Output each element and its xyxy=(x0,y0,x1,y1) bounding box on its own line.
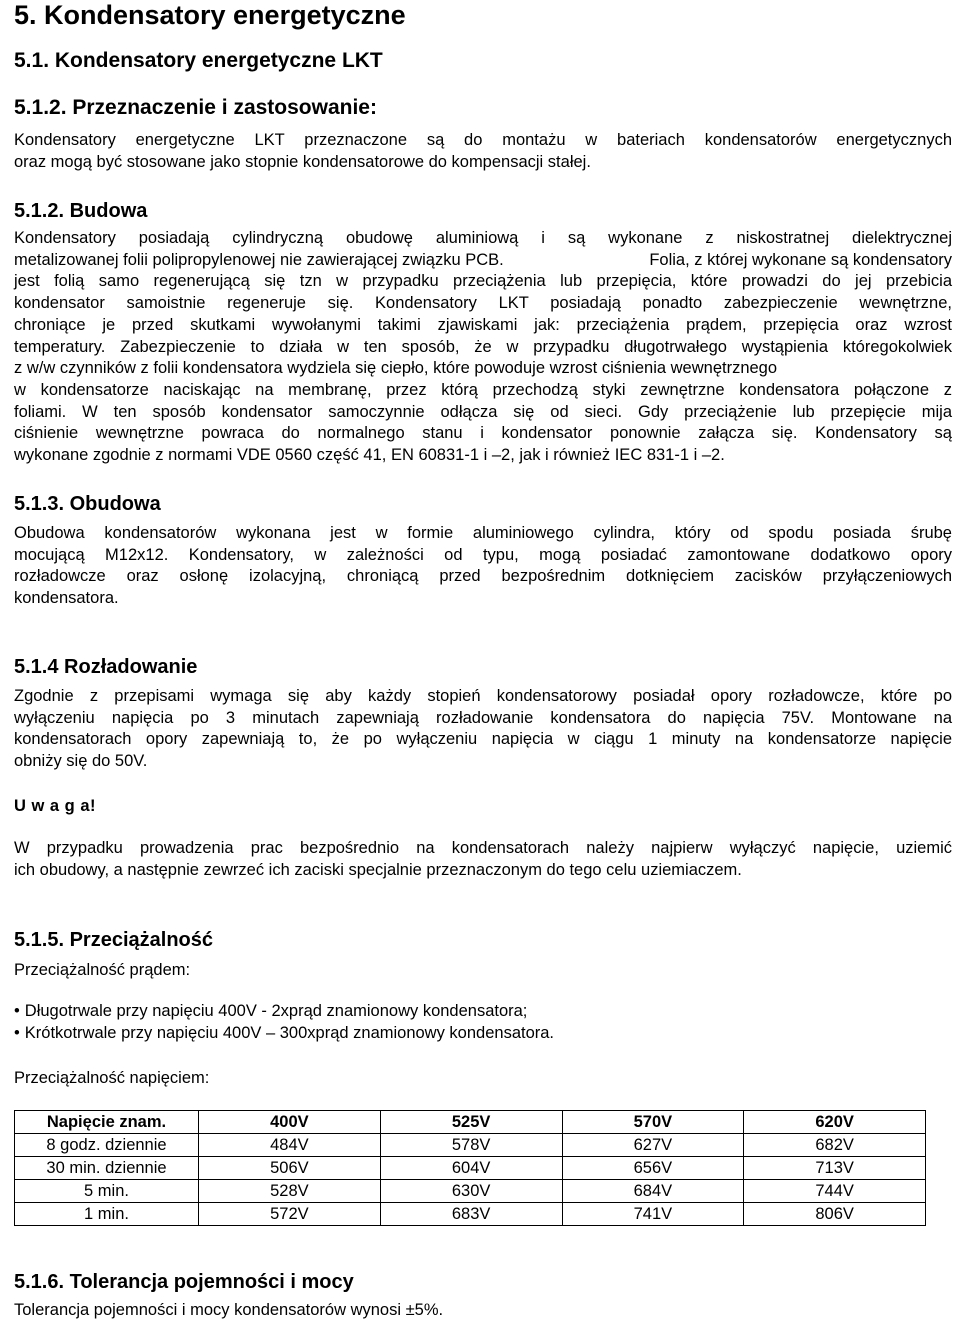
paragraph-obudowa xyxy=(14,523,952,610)
text-line: chroniące je przed skutkami wywołanymi takimi zjawiskami jak: przeciążenia prądem, przepięcia oraz wzrost xyxy=(14,315,952,334)
table-row xyxy=(15,1180,926,1203)
voltage-overload-table xyxy=(14,1110,926,1226)
table-cell: 5 min. xyxy=(15,1180,199,1203)
table-row xyxy=(15,1134,926,1157)
table-cell: 744V xyxy=(744,1180,926,1203)
text-line: obniży się do 50V. xyxy=(14,752,148,771)
heading-budowa: 5.1.2. Budowa xyxy=(14,200,148,222)
table-cell: 713V xyxy=(744,1157,926,1180)
heading-obudowa: 5.1.3. Obudowa xyxy=(14,493,161,515)
text-line: rozładowcze oraz osłonę izolacyjną, chroniącą przed bezpośrednim dotknięciem zacisków przyłączeniowych xyxy=(14,567,952,586)
section-subtitle: 5.1. Kondensatory energetyczne LKT xyxy=(14,49,383,72)
table-cell: 572V xyxy=(199,1203,381,1226)
table-header-cell: 620V xyxy=(744,1111,926,1134)
paragraph-przeznaczenie xyxy=(14,130,952,173)
table-header-cell: 525V xyxy=(380,1111,562,1134)
warning-paragraph xyxy=(14,838,952,881)
text-line: wyłączeniu napięcia po 3 minutach zapewniają rozładowanie kondensatora do napięcia 75V. Montowane na xyxy=(14,708,952,727)
table-cell: 506V xyxy=(199,1157,381,1180)
current-overload-label: Przeciążalność prądem: xyxy=(14,961,191,979)
table-cell: 604V xyxy=(380,1157,562,1180)
table-cell: 684V xyxy=(562,1180,744,1203)
table-cell: 1 min. xyxy=(15,1203,199,1226)
text-line xyxy=(14,250,952,272)
table-cell: 630V xyxy=(380,1180,562,1203)
table-row xyxy=(15,1203,926,1226)
table-cell: 682V xyxy=(744,1134,926,1157)
table-cell: 578V xyxy=(380,1134,562,1157)
paragraph-budowa xyxy=(14,228,952,467)
text-line: oraz mogą być stosowane jako stopnie kondensatorowe do kompensacji stałej. xyxy=(14,152,591,171)
table-cell: 8 godz. dziennie xyxy=(15,1134,199,1157)
table-cell: 656V xyxy=(562,1157,744,1180)
list-item: • Krótkotrwale przy napięciu 400V – 300xprąd znamionowy kondensatora. xyxy=(14,1022,952,1044)
text-line: z w/w czynników z folii kondensatora wydziela się ciepło, które powoduje wzrost ciśnienia wewnętrznego xyxy=(14,359,778,378)
paragraph-rozladowanie xyxy=(14,686,952,773)
heading-przeznaczenie: 5.1.2. Przeznaczenie i zastosowanie: xyxy=(14,96,377,119)
table-cell: 484V xyxy=(199,1134,381,1157)
table-cell: 627V xyxy=(562,1134,744,1157)
text-line: ciśnienie wewnętrzne powraca do normalnego stanu i kondensator ponownie załącza się. Kondensatory są xyxy=(14,424,952,443)
text-fragment: metalizowanej folii polipropylenowej nie zawierającej związku PCB. xyxy=(14,250,504,269)
text-line: temperatury. Zabezpieczenie to działa w ten sposób, że w przypadku długotrwałego wystąpienia któregokolwiek xyxy=(14,337,952,356)
table-cell: 30 min. dziennie xyxy=(15,1157,199,1180)
text-line: mocującą M12x12. Kondensatory, w zależności od typu, mogą posiadać zamontowane dodatkowo opory xyxy=(14,545,952,564)
text-line: w kondensatorze naciskając na membranę, przez którą przechodzą styki zewnętrzne kondensatora połączone z xyxy=(14,380,952,399)
heading-rozladowanie: 5.1.4 Rozładowanie xyxy=(14,656,198,678)
table-cell: 806V xyxy=(744,1203,926,1226)
warning-label: U w a g a! xyxy=(14,797,97,815)
table-header-cell: 570V xyxy=(562,1111,744,1134)
table-header-cell: 400V xyxy=(199,1111,381,1134)
tolerance-text: Tolerancja pojemności i mocy kondensatorów wynosi ±5%. xyxy=(14,1301,444,1319)
text-line: Kondensatory posiadają cylindryczną obudowę aluminiową i są wykonane z niskostratnej dielektrycznej xyxy=(14,229,952,247)
text-line: ich obudowy, a następnie zewrzeć ich zaciski specjalnie przeznaczonym do tego celu uziemiaczem. xyxy=(14,860,742,879)
text-line: wykonane zgodnie z normami VDE 0560 część 41, EN 60831-1 i –2, jak i również IEC 831-1 i –2. xyxy=(14,446,725,465)
current-overload-list xyxy=(14,1000,952,1044)
voltage-overload-label: Przeciążalność napięciem: xyxy=(14,1069,210,1087)
table-cell: 683V xyxy=(380,1203,562,1226)
table-cell: 741V xyxy=(562,1203,744,1226)
table-row xyxy=(15,1157,926,1180)
page-title: 5. Kondensatory energetyczne xyxy=(14,0,406,30)
heading-przeciazalnosc: 5.1.5. Przeciążalność xyxy=(14,929,214,951)
table-header-cell: Napięcie znam. xyxy=(15,1111,199,1134)
text-line: kondensatora. xyxy=(14,589,119,608)
text-line: foliami. W ten sposób kondensator samoczynnie odłącza się od sieci. Gdy przeciążenie lub przepięcie mija xyxy=(14,402,952,421)
table-header-row xyxy=(15,1111,926,1134)
text-line: jest folią samo regenerującą się tzn w przypadku przeciążenia lub przepięcia, które prowadzi do jej przebicia xyxy=(14,272,952,291)
text-line: Obudowa kondensatorów wykonana jest w formie aluminiowego cylindra, który od spodu posiada śrubę xyxy=(14,524,952,542)
text-line: kondensatorach opory zapewniają to, że po wyłączeniu napięcia w ciągu 1 minuty na kondensatorze napięcie xyxy=(14,730,952,749)
text-line: Zgodnie z przepisami wymaga się aby każdy stopień kondensatorowy posiadał opory rozładowcze, które po xyxy=(14,687,952,705)
text-fragment: Folia, z której wykonane są kondensatory xyxy=(649,250,952,269)
text-line: Kondensatory energetyczne LKT przeznaczone są do montażu w bateriach kondensatorów energetycznych xyxy=(14,131,952,149)
text-line: kondensator samoistnie regeneruje się. Kondensatory LKT posiadają ponadto zabezpieczenie wewnętrzne, xyxy=(14,294,952,313)
heading-tolerancja: 5.1.6. Tolerancja pojemności i mocy xyxy=(14,1271,354,1293)
table-cell: 528V xyxy=(199,1180,381,1203)
text-line: W przypadku prowadzenia prac bezpośrednio na kondensatorach należy najpierw wyłączyć napięcie, uziemić xyxy=(14,839,952,857)
list-item: • Długotrwale przy napięciu 400V - 2xprąd znamionowy kondensatora; xyxy=(14,1000,952,1022)
